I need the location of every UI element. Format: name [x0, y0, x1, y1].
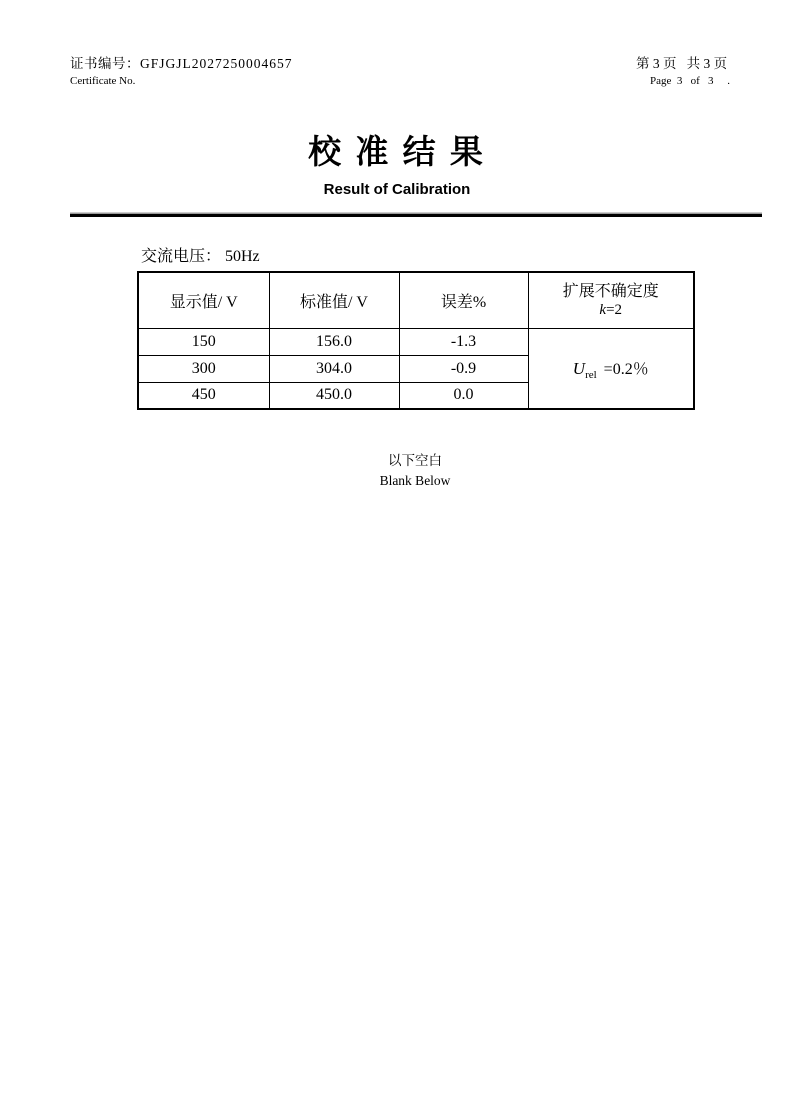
title-divider — [70, 214, 762, 217]
certificate-label-zh: 证书编号： — [70, 56, 140, 71]
col-header-expanded-uncertainty — [528, 272, 694, 328]
cell-display-value: 450 — [138, 382, 269, 409]
blank-below-en: Blank Below — [379, 473, 451, 488]
cell-error-percent: 0.0 — [399, 382, 528, 409]
certificate-number: GFJGJL2027250004657 — [140, 56, 293, 71]
cell-error-percent: -0.9 — [399, 355, 528, 382]
calibration-results-table — [137, 271, 695, 410]
k-value: =2 — [606, 301, 623, 318]
uncertainty-header-text: 扩展不确定度 — [562, 282, 659, 300]
page-header — [70, 52, 730, 87]
cell-standard-value: 156.0 — [269, 328, 399, 355]
cell-relative-uncertainty — [528, 328, 694, 409]
u-value: =0.2％ — [603, 360, 649, 378]
col-header-standard-value: 标准值/ V — [269, 272, 399, 328]
page-info-zh: 第 3 页 共 3 页 — [635, 56, 728, 71]
page-title-zh: 校 准 结 果 — [308, 135, 486, 171]
table-row — [138, 328, 694, 355]
cell-display-value: 300 — [138, 355, 269, 382]
col-header-error-percent: 误差% — [399, 272, 528, 328]
certificate-number-line — [70, 52, 293, 72]
u-symbol: U — [572, 358, 586, 378]
u-subscript: rel — [585, 368, 597, 381]
page-title-en: Result of Calibration — [323, 180, 471, 198]
cell-standard-value: 304.0 — [269, 355, 399, 382]
certificate-label-en: Certificate No. — [70, 75, 136, 87]
k-symbol: k — [599, 301, 607, 318]
certificate-number-block — [70, 52, 293, 87]
page-info-en: Page 3 of 3 . — [649, 75, 730, 87]
cell-standard-value: 450.0 — [269, 382, 399, 409]
uncertainty-k-factor — [529, 302, 694, 319]
col-header-display-value: 显示值/ V — [138, 272, 269, 328]
section-label-ac-voltage: 交流电压： 50Hz — [141, 248, 260, 265]
title-block — [0, 134, 794, 198]
table-header-row — [138, 272, 694, 328]
page-number-block — [636, 52, 730, 87]
blank-below-zh: 以下空白 — [388, 453, 442, 468]
blank-below-note — [137, 449, 693, 489]
cell-error-percent: -1.3 — [399, 328, 528, 355]
cell-display-value: 150 — [138, 328, 269, 355]
